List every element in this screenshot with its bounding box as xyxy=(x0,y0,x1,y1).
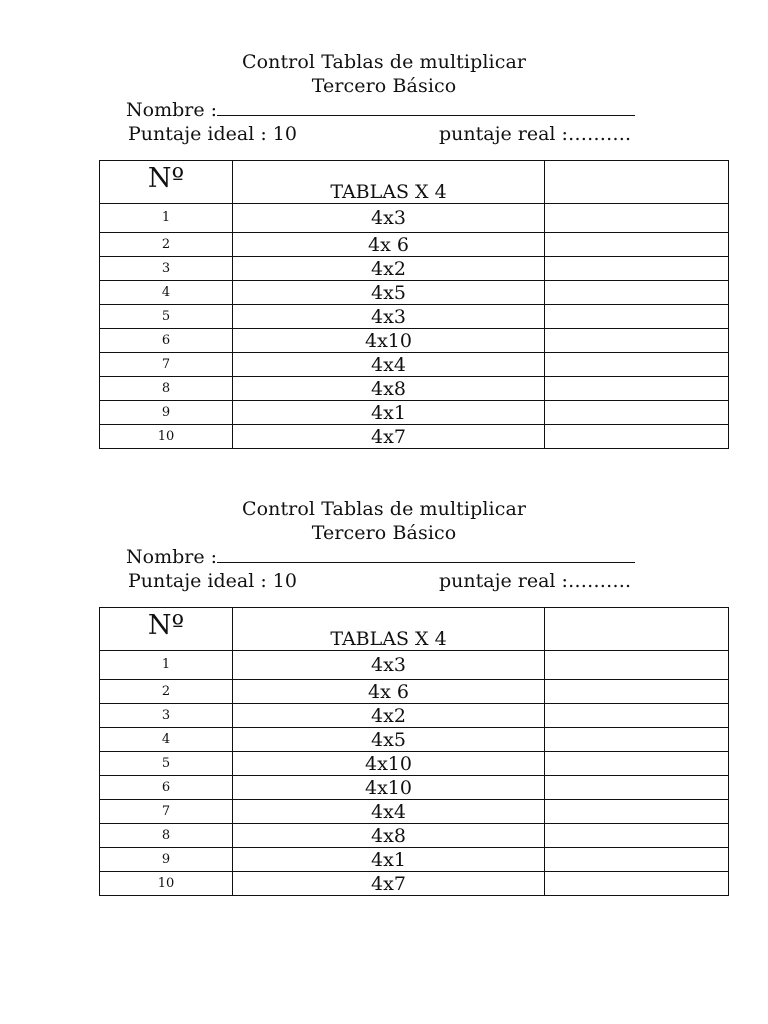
row-number: 4 xyxy=(100,281,233,305)
row-expression: 4x3 xyxy=(233,651,545,680)
table-row xyxy=(100,377,729,401)
table-row xyxy=(100,281,729,305)
table-row xyxy=(100,728,729,752)
row-expression: 4x4 xyxy=(233,800,545,824)
row-expression: 4x2 xyxy=(233,704,545,728)
name-label: Nombre : xyxy=(126,99,218,121)
row-answer-cell xyxy=(545,680,729,704)
row-answer-cell xyxy=(545,401,729,425)
row-expression: 4x1 xyxy=(233,401,545,425)
row-number: 6 xyxy=(100,329,233,353)
row-expression: 4x3 xyxy=(233,204,545,233)
row-answer-cell xyxy=(545,776,729,800)
name-field xyxy=(126,545,635,569)
row-expression: 4x8 xyxy=(233,377,545,401)
row-number: 6 xyxy=(100,776,233,800)
row-number: 2 xyxy=(100,680,233,704)
sheet-subtitle: Tercero Básico xyxy=(311,522,457,544)
row-expression: 4x4 xyxy=(233,353,545,377)
table-row xyxy=(100,824,729,848)
row-answer-cell xyxy=(545,848,729,872)
row-number: 8 xyxy=(100,377,233,401)
row-number: 7 xyxy=(100,800,233,824)
multiplication-table xyxy=(99,607,729,896)
header-number: Nº xyxy=(100,608,233,651)
quiz-sheet-1 xyxy=(0,0,768,447)
table-header-row xyxy=(100,161,729,204)
real-score: puntaje real :………. xyxy=(439,570,631,592)
row-number: 9 xyxy=(100,848,233,872)
table-row xyxy=(100,704,729,728)
row-expression: 4x 6 xyxy=(233,233,545,257)
table-row xyxy=(100,872,729,896)
table-row xyxy=(100,425,729,449)
row-answer-cell xyxy=(545,728,729,752)
table-row xyxy=(100,204,729,233)
row-expression: 4x10 xyxy=(233,776,545,800)
sheet-title: Control Tablas de multiplicar xyxy=(241,498,527,520)
table-row xyxy=(100,848,729,872)
row-answer-cell xyxy=(545,824,729,848)
row-expression: 4x 6 xyxy=(233,680,545,704)
row-expression: 4x1 xyxy=(233,848,545,872)
name-label: Nombre : xyxy=(126,546,218,568)
row-expression: 4x3 xyxy=(233,305,545,329)
row-answer-cell xyxy=(545,800,729,824)
table-row xyxy=(100,651,729,680)
table-row xyxy=(100,752,729,776)
row-answer-cell xyxy=(545,872,729,896)
row-expression: 4x8 xyxy=(233,824,545,848)
row-answer-cell xyxy=(545,257,729,281)
row-expression: 4x2 xyxy=(233,257,545,281)
table-row xyxy=(100,305,729,329)
row-expression: 4x10 xyxy=(233,752,545,776)
row-number: 7 xyxy=(100,353,233,377)
row-number: 1 xyxy=(100,204,233,233)
row-answer-cell xyxy=(545,651,729,680)
name-blank-line xyxy=(217,99,635,116)
row-number: 4 xyxy=(100,728,233,752)
row-number: 10 xyxy=(100,425,233,449)
real-score: puntaje real :………. xyxy=(439,123,631,145)
row-number: 8 xyxy=(100,824,233,848)
table-row xyxy=(100,401,729,425)
row-number: 5 xyxy=(100,752,233,776)
header-number: Nº xyxy=(100,161,233,204)
row-expression: 4x5 xyxy=(233,728,545,752)
header-tables: TABLAS X 4 xyxy=(233,608,545,651)
row-answer-cell xyxy=(545,305,729,329)
row-answer-cell xyxy=(545,281,729,305)
row-number: 3 xyxy=(100,257,233,281)
row-number: 2 xyxy=(100,233,233,257)
row-number: 3 xyxy=(100,704,233,728)
row-number: 9 xyxy=(100,401,233,425)
row-answer-cell xyxy=(545,425,729,449)
table-row xyxy=(100,329,729,353)
table-header-row xyxy=(100,608,729,651)
table-row xyxy=(100,257,729,281)
multiplication-table xyxy=(99,160,729,449)
name-blank-line xyxy=(217,546,635,563)
sheet-subtitle: Tercero Básico xyxy=(311,75,457,97)
row-number: 5 xyxy=(100,305,233,329)
row-expression: 4x10 xyxy=(233,329,545,353)
row-answer-cell xyxy=(545,353,729,377)
row-answer-cell xyxy=(545,233,729,257)
ideal-score: Puntaje ideal : 10 xyxy=(128,123,297,145)
row-expression: 4x7 xyxy=(233,425,545,449)
table-row xyxy=(100,800,729,824)
header-answer xyxy=(545,608,729,651)
sheet-title: Control Tablas de multiplicar xyxy=(241,51,527,73)
row-answer-cell xyxy=(545,752,729,776)
header-answer xyxy=(545,161,729,204)
row-number: 1 xyxy=(100,651,233,680)
table-row xyxy=(100,776,729,800)
table-row xyxy=(100,353,729,377)
row-answer-cell xyxy=(545,704,729,728)
row-answer-cell xyxy=(545,204,729,233)
table-row xyxy=(100,233,729,257)
ideal-score: Puntaje ideal : 10 xyxy=(128,570,297,592)
row-expression: 4x5 xyxy=(233,281,545,305)
row-answer-cell xyxy=(545,377,729,401)
quiz-sheet-2 xyxy=(0,447,768,894)
row-expression: 4x7 xyxy=(233,872,545,896)
row-answer-cell xyxy=(545,329,729,353)
table-row xyxy=(100,680,729,704)
header-tables: TABLAS X 4 xyxy=(233,161,545,204)
name-field xyxy=(126,98,635,122)
row-number: 10 xyxy=(100,872,233,896)
